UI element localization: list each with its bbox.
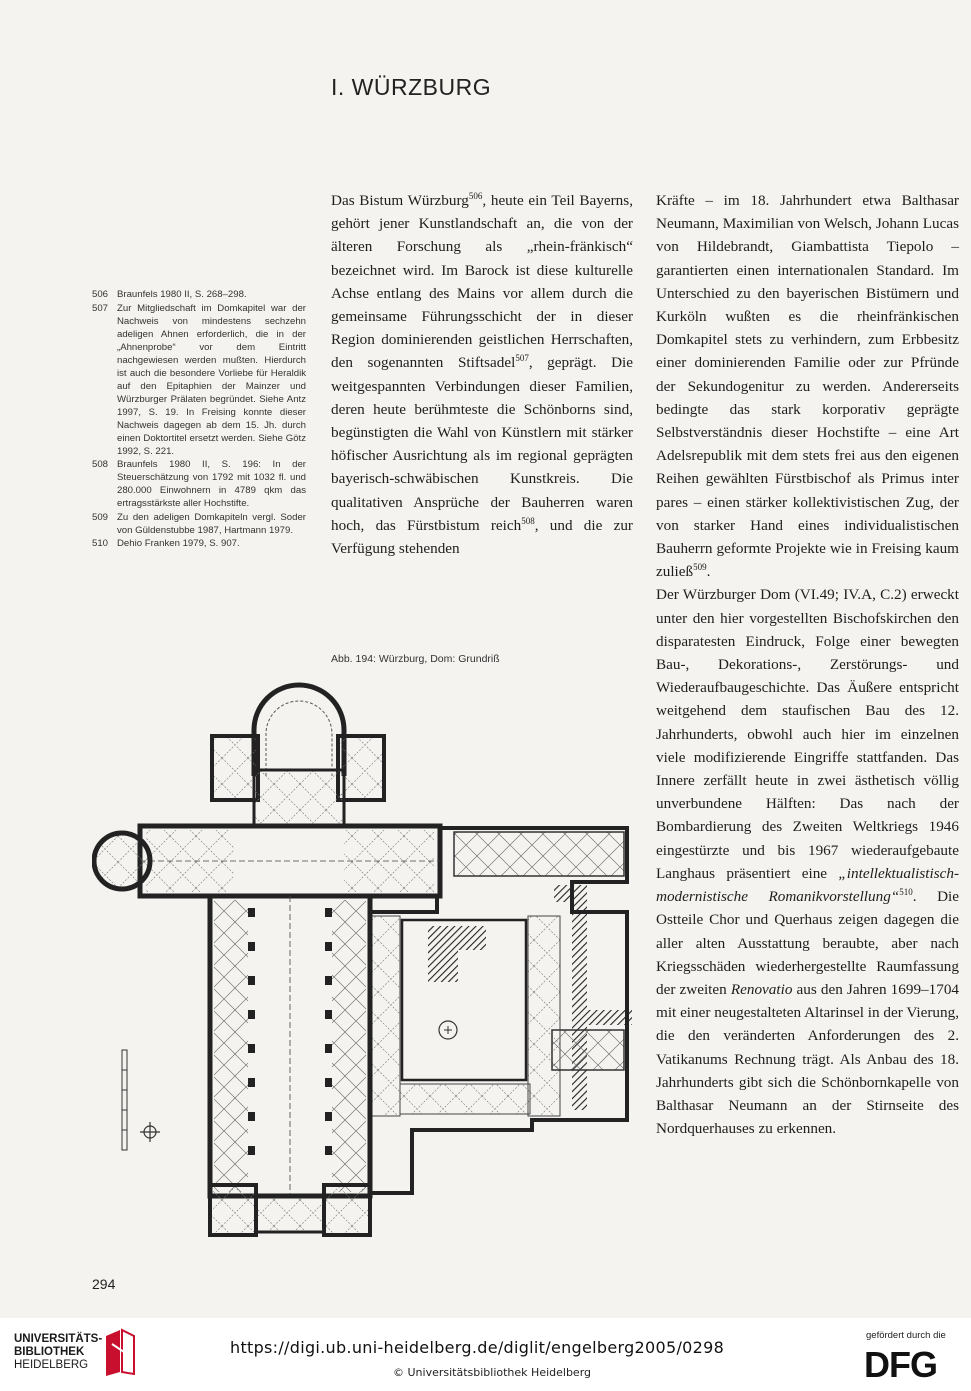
footnote [92, 302, 306, 458]
text-run: , heute ein Teil Bayerns, gehört jener Kunstlandschaft an, die von der älteren Forschung als „rhein-fränkisch“ bezeichnet wird. Im Barock ist diese kulturelle Achse entlang des Mains vor allem durch die gemeinsame Führungsschicht der in dieser Region dominierenden geistlichen Herrschaften, den sogenannten Stiftsadel [331, 192, 633, 372]
north-aisle [214, 900, 248, 1192]
scale-bar [122, 1050, 127, 1150]
quote-italic: „intellektualistisch-modernistische Romanikvorstellung“ [656, 864, 959, 906]
text-run: . [706, 563, 711, 581]
south-cloister-wing [400, 1084, 530, 1114]
footnote-ref: 507 [515, 353, 529, 364]
text-run: Der Würzburger Dom (VI.49; IV.A, C.2) erweckt unter den hier vorgestellten Bischofskirchen den disparatesten Eindruck, Folge einer bewegten Bau-, Dekorations-, Zerstörungs- und Wiederaufbaugeschichte. Das Äußere entspricht weitgehend dem staufischen Bau des 12. Jahrhunderts, obwohl auch hier im einzelnen viele modifizierende Eingriffe stattfanden. Das Innere zerfällt heute in zwei ästhetisch völlig unverbundene Hälften: Das nach der Bombardierung des Zweiten Weltkriegs 1946 eingestürzte und bis 1967 wiederaufgebaute Langhaus präsentiert eine [656, 586, 959, 882]
scale-bar-ticks [122, 1070, 127, 1130]
choir-apse [254, 685, 344, 776]
dfg-logo-icon [864, 1347, 958, 1381]
footnote [92, 537, 306, 550]
text-run: Das Bistum Würzburg [331, 192, 469, 209]
italic-term: Renovatio [730, 980, 793, 998]
cathedral-floor-plan [92, 680, 637, 1250]
cloister-annex [552, 1030, 624, 1070]
library-name [14, 1333, 102, 1372]
footnote-ref: 510 [899, 887, 913, 898]
apse-inner-line [266, 701, 332, 776]
figure-caption: Abb. 194: Würzburg, Dom: Grundriß [331, 653, 500, 665]
footnote-number: 508 [92, 459, 109, 470]
copyright: © Universitätsbibliothek Heidelberg [393, 1366, 592, 1379]
west-cloister-wing [370, 916, 400, 1116]
footnote-number: 506 [92, 289, 109, 300]
footnote-text: Zur Mitgliedschaft im Domkapitel war der Nachweis von mindestens sechzehn adeligen Ahnen erforderlich, die in der „Ahnenprobe“ vor dem Eintritt nachgewiesen werden mußten. Hierdurch ist auch die besondere Vorliebe für Heraldik auf den Epitaphien der Mainzer und Würzburger Prälaten begründet. Siehe Antz 1997, S. 19. In Freising konnte dieser Nachweis dagegen ab dem 15. Jh. durch einen Doktortitel ersetzt werden. Siehe Götz 1992, S. 221. [117, 302, 306, 457]
footnote [92, 458, 306, 510]
north-arrow-cross [140, 1122, 160, 1142]
choir [254, 770, 344, 826]
paragraph [331, 189, 633, 560]
west-tower-south [324, 1185, 370, 1235]
footnote-ref: 508 [521, 515, 535, 526]
hatched-structure [428, 926, 486, 982]
chapter-title: I. WÜRZBURG [331, 74, 492, 100]
text-column-right [656, 189, 959, 1140]
north-choir-tower [212, 736, 258, 800]
text-run: . Die Ostteile Chor und Querhaus zeigen dagegen die aller alten Ausstattung beraubte, aber nach Kriegsschäden wiederhergestellte Raumfassung der zweiten [656, 888, 959, 998]
footnote [92, 511, 306, 537]
library-name-line: HEIDELBERG [14, 1359, 89, 1371]
footnote-number: 507 [92, 302, 109, 314]
footnote-text: Braunfels 1980 II, S. 196: In der Steuerschätzung von 1792 mit 1032 fl. und 280.000 Einwohnern in 4789 qkm das ertragsstärkste aller Hochstifte. [117, 459, 306, 509]
text-column-left [331, 189, 633, 560]
text-run: Kräfte – im 18. Jahrhundert etwa Balthasar Neumann, Maximilian von Welsch, Johann Lucas von Hildebrandt, Giambattista Tiepolo – garantierten einen internationalen Standard. Im Unterschied zu den bayerischen Bistümern und Kurköln wußten es die rheinfränkischen Domkapitel stets zu verhindern, zum Erbbesitz einer dominierenden Familie oder zur Pfründe der Sekundogenitur zu werden. Andererseits bedingte das stark korporativ geprägte Selbstverständnis dieser Hochstifte – eine Art Adelsrepublik mit dem stets frei aus den eigenen Reihen gewählten Fürstbischof als Primus inter pares – einen stärker kollektivistischen Zug, der von starker Hand eines individualistischen Bauherrn geformte Projekte wie in Freising kaum zuließ [656, 192, 959, 581]
footnote-text: Braunfels 1980 II, S. 268–298. [117, 289, 247, 300]
dfg-logo-text: DFG [864, 1347, 937, 1381]
footnote-text: Dehio Franken 1979, S. 907. [117, 538, 240, 549]
west-tower-north [210, 1185, 256, 1235]
footnote-text: Zu den adeligen Domkapiteln vergl. Soder von Güldenstubbe 1987, Hartmann 1979. [117, 511, 306, 536]
text-run: aus den Jahren 1699–1704 mit einer neugestalteten Altarinsel in der Vierung, die den veränderten Anforderungen des 2. Vatikanums Rechnung trägt. Als Anbau des 18. Jahrhunderts gibt sich die Schönbornkapelle von Balthasar Neumann an der Stirnseite des Nordquerhauses zu erkennen. [656, 980, 960, 1138]
south-aisle [332, 900, 366, 1192]
north-cloister-wing [454, 832, 624, 876]
paragraph [656, 189, 959, 583]
well-symbol-cross [444, 1026, 452, 1034]
schoenborn-chapel [94, 833, 150, 889]
library-name-line: BIBLIOTHEK [14, 1346, 85, 1358]
library-logo-icon [100, 1328, 138, 1378]
paragraph [656, 583, 959, 1140]
page-number: 294 [92, 1276, 116, 1292]
west-porch [256, 1196, 324, 1232]
funding-label: gefördert durch die [866, 1330, 946, 1341]
footnote-ref: 509 [693, 562, 707, 573]
footnote-number: 509 [92, 511, 109, 523]
footnote-ref: 506 [468, 190, 483, 201]
hatched-structure [554, 885, 632, 1110]
footnote-number: 510 [92, 538, 109, 549]
east-cloister-wing [528, 916, 560, 1116]
library-name-line: UNIVERSITÄTS- [14, 1333, 103, 1345]
text-run: , geprägt. Die weitgespannten Verbindungen dieser Familien, deren heute berühmteste die Schönborns sind, begünstigten die Wahl von Künstlern mit stärker höfischer Ausrichtung als im regional geprägten bayerisch-schwäbischen Kunstkreis. Die qualitativen Ansprüche der Bauherren waren hoch, das Fürstbistum reich [331, 354, 633, 534]
page-url-link[interactable]: https://digi.ub.uni-heidelberg.de/diglit/engelberg2005/0298 [230, 1338, 725, 1357]
footnotes [92, 288, 306, 551]
text-run: , und die zur Verfügung stehenden [331, 516, 633, 558]
footnote [92, 288, 306, 301]
